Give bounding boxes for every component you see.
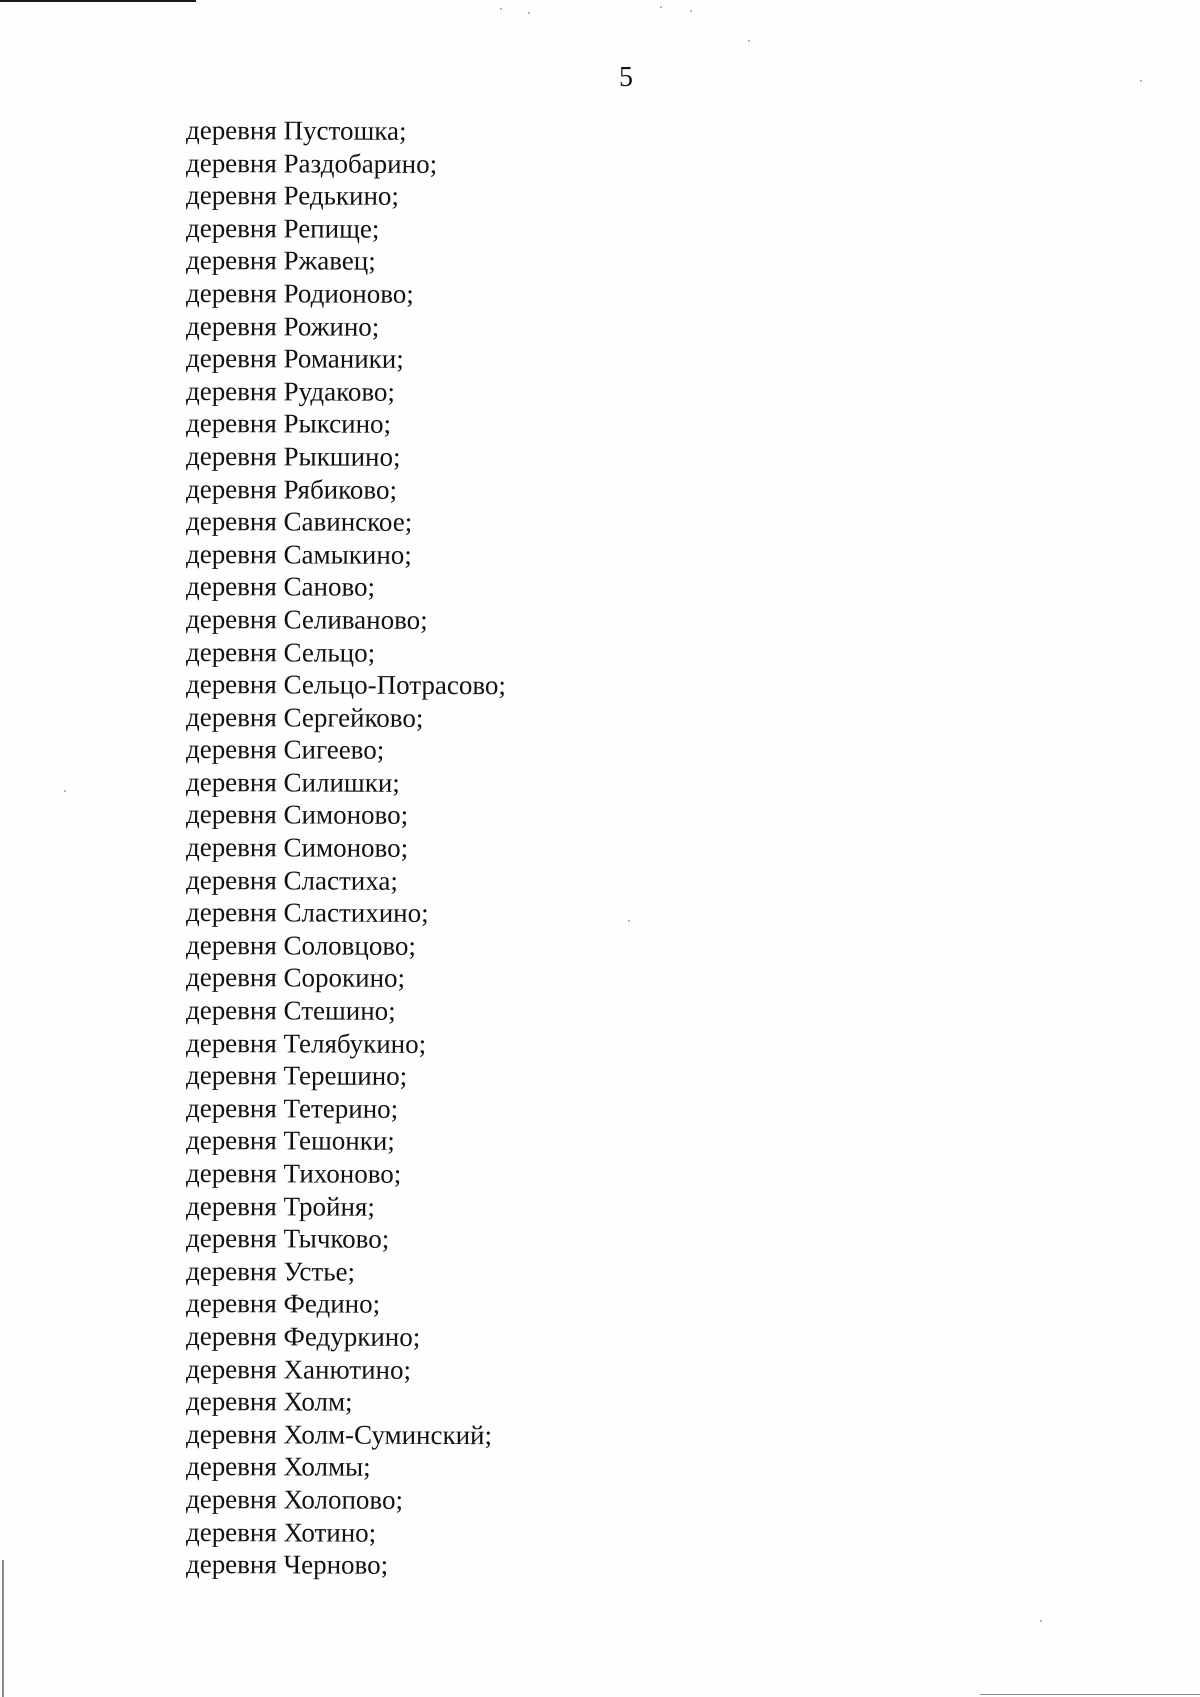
list-item: деревня Пустошка; (185, 115, 407, 146)
list-item: деревня Сорокино; (185, 962, 406, 994)
list-item: деревня Телябукино; (185, 1027, 427, 1059)
list-item: деревня Ханютино; (185, 1353, 412, 1385)
list-item: деревня Сластихино; (185, 897, 429, 929)
list-item: деревня Холмы; (185, 1451, 371, 1483)
list-item: деревня Симоново; (185, 832, 409, 863)
scan-speck (690, 10, 692, 12)
list-item: деревня Хотино; (185, 1516, 377, 1548)
list-item: деревня Самыкино; (185, 538, 412, 570)
list-item: деревня Сергейково; (185, 701, 424, 733)
list-item: деревня Федуркино; (185, 1320, 421, 1352)
list-item: деревня Стешино; (185, 995, 396, 1026)
list-item: деревня Симоново; (185, 799, 409, 831)
list-item: деревня Федино; (185, 1288, 381, 1320)
scan-edge-left (2, 1560, 4, 1697)
scan-edge-top (0, 0, 196, 2)
list-item: деревня Сигеево; (185, 734, 385, 766)
list-item: деревня Саново; (185, 571, 376, 603)
list-item: деревня Соловцово; (185, 929, 417, 961)
list-item: деревня Родионово; (185, 277, 414, 309)
scan-speck (1140, 80, 1142, 82)
list-item: деревня Устье; (185, 1255, 356, 1287)
list-item: деревня Рыксино; (185, 408, 392, 440)
list-item: деревня Тихоново; (185, 1158, 402, 1189)
scan-speck (64, 790, 66, 792)
list-item: деревня Редькино; (185, 180, 399, 212)
list-item: деревня Рожино; (185, 310, 380, 342)
scan-speck (500, 8, 502, 10)
list-item: деревня Холопово; (185, 1483, 404, 1515)
list-item: деревня Сельцо-Потрасово; (185, 669, 506, 701)
list-item: деревня Рыкшино; (185, 440, 401, 472)
page-number: 5 (619, 62, 633, 93)
list-item: деревня Тетерино; (185, 1092, 399, 1124)
list-item: деревня Тешонки; (185, 1125, 395, 1157)
list-item: деревня Сельцо; (185, 636, 376, 668)
scan-speck (528, 12, 530, 14)
list-item: деревня Холм-Суминский; (185, 1418, 493, 1450)
village-list (186, 114, 506, 1581)
scan-speck (660, 6, 662, 8)
list-item: деревня Терешино; (185, 1060, 408, 1092)
list-item: деревня Раздобарино; (185, 147, 438, 179)
scan-edge-bottom (980, 1694, 1200, 1695)
list-item: деревня Селиваново; (185, 603, 428, 635)
scan-speck (1040, 1620, 1042, 1622)
scan-speck (628, 920, 630, 922)
list-item: деревня Тройня; (185, 1190, 375, 1222)
list-item: деревня Ржавец; (185, 245, 376, 277)
list-item: деревня Савинское; (185, 506, 413, 537)
list-item: деревня Тычково; (185, 1223, 390, 1254)
list-item: деревня Сластиха; (185, 864, 398, 896)
list-item: деревня Рябиково; (185, 473, 398, 505)
list-item: деревня Романики; (185, 343, 404, 374)
list-item: деревня Холм; (185, 1386, 353, 1417)
scan-speck (748, 40, 750, 42)
list-item: деревня Репище; (185, 212, 380, 244)
list-item: деревня Силишки; (185, 766, 400, 798)
list-item: деревня Черново; (185, 1549, 389, 1580)
list-item: деревня Рудаково; (185, 375, 395, 407)
